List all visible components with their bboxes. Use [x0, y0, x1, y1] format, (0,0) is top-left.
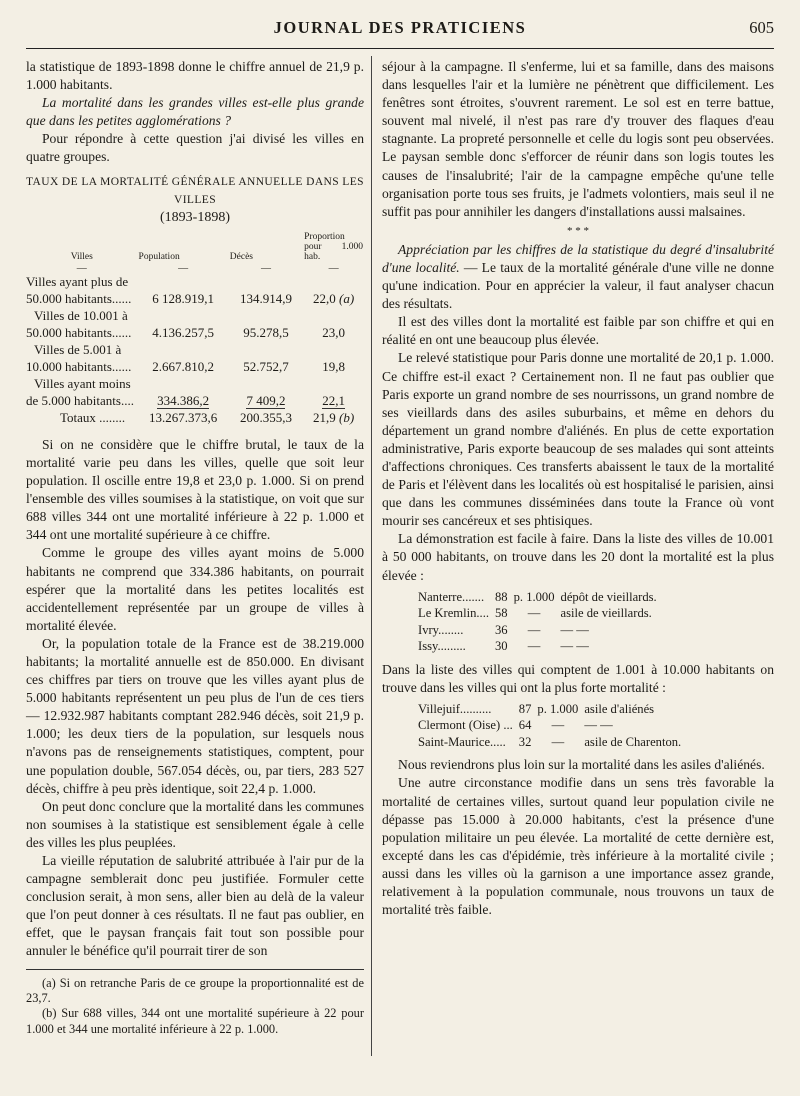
section-paragraph: Appréciation par les chiffres de la statistique du degré d'insalubrité d'une localité. — Le taux de la mortalité générale d'une ville ne donne qu'une indication. Pour en apprécier la valeur, il faut analyser chacun des résultats. — [382, 241, 774, 312]
table-total-row: Totaux ........ 13.267.373,6 200.355,3 21,9 (b) — [60, 409, 355, 425]
paragraph: On peut donc conclure que la mortalité dans les communes non soumises à la statistique est sensiblement égale à celle des villes les plus peuplées. — [26, 798, 364, 850]
table-row: Villes ayant plus de — [26, 273, 129, 289]
asylum-list-2 — [418, 701, 687, 751]
footnotes — [26, 976, 364, 1038]
mortality-table — [26, 231, 364, 426]
paragraph: Nous reviendrons plus loin sur la mortalité dans les asiles d'aliénés. — [398, 757, 765, 773]
list-item: Le Kremlin.... 58 — asile de vieillards. — [418, 606, 652, 621]
page-number: 605 — [749, 18, 774, 37]
column-header: Proportion pour 1.000 hab. — [304, 231, 363, 262]
paragraph: Or, la population totale de la France est de 38.219.000 habitants; la mortalité annuelle est de 850.000. En divisant ces chiffres par tiers on trouve que les villes ayant plus de 5.000 habitants représentent un peu plus de l'un de ces tiers — 12.932.987 habitants comptant 282.946 décès, soit 21,9 p. 1.000; les deux tiers de la population, sur lesquels nous n'avons pas de renseignements statistiques, comptent, pour une population double, 567.054 décès, ou, par tiers, 283 527 décès, chiffre à peu près identique, soit 22,4 p. 1.000. — [26, 635, 364, 796]
right-column — [382, 58, 774, 919]
paragraph: Il est des villes dont la mortalité est faible par son chiffre et qui en réalité en ont une beaucoup plus élevée. — [382, 314, 774, 348]
table-title: TAUX DE LA MORTALITÉ GÉNÉRALE ANNUELLE DANS LES VILLES — [26, 175, 364, 206]
list-item: Villejuif.......... 87 p. 1.000 asile d'aliénés — [418, 701, 655, 716]
page-header — [26, 18, 774, 44]
paragraph: Si on ne considère que le chiffre brutal, le taux de la mortalité varie peu dans les villes, quelle que soit leur population. Il oscille entre 19,8 et 23,0 p. 1.000. Si on prend l'ensemble des villes soumises à la statistique, on voit que sur 688 villes 344 ont une mortalité inférieure à 22 p. 1.000 et 344 ont une mortalité supérieure à ce chiffre. — [26, 436, 364, 543]
table-row: Villes de 5.001 à — [34, 341, 122, 357]
list-item: Issy......... 30 — — — — [418, 639, 589, 654]
dash-row: — — — — — [76, 262, 339, 274]
list-item: Clermont (Oise) ... 64 — — — — [418, 718, 613, 733]
column-header: Décès — [229, 251, 253, 262]
column-header: Villes — [70, 251, 93, 262]
footnote-ref: (a) — [338, 290, 355, 306]
paragraph: Comme le groupe des villes ayant moins de 5.000 habitants ne comprend que 334.386 habitants, on pourrait espérer que la mortalité dans les petites localités est accidentellement représentée par un groupe de villes à mortalité élevée. — [26, 545, 364, 633]
column-header: Population — [138, 251, 180, 262]
paragraph: Dans la liste des villes qui comptent de 1.001 à 10.000 habitants on trouve dans les villes qui ont la plus forte mortalité : — [382, 661, 774, 695]
section-heading: Appréciation par les chiffres de la statistique du degré d'insalubrité d'une localité. — [382, 241, 774, 275]
paragraph: La démonstration est facile à faire. Dans la liste des villes de 10.001 à 50 000 habitants, on trouve dans les 20 dont la mortalité est la plus élevée : — [382, 531, 774, 583]
left-column — [26, 58, 364, 1037]
footnote-b: (b) Sur 688 villes, 344 ont une mortalité supérieure à 22 pour 1.000 et 344 une mortalité inférieure à 22 p. 1.000. — [26, 1006, 364, 1036]
paragraph: séjour à la campagne. Il s'enferme, lui et sa famille, dans des maisons dans lesquelles l'air et la lumière ne pénètrent que difficilement. Les fenêtres sont étroites, s'ouvrent rarement. Le sol est en terre battue, souvent mal nivelé, il n'est pas rare d'y trouver des flaques d'eau stagnante. La propreté personnelle et celle du logis sont peu observées. Le paysan semble donc s'efforcer de réunir dans son logis toutes les causes de l'insalubrité; l'air de la campagne empêche qu'une telle organisation porte tous ses fruits, je l'admets volontiers, mais seul il ne suffit pas pour annihiler les dangers d'installations aussi malsaines. — [382, 59, 774, 219]
paragraph: La vieille réputation de salubrité attribuée à l'air pur de la campagne semblerait donc peu justifiée. Formuler cette conclusion serait, à mon sens, aller bien au delà de la valeur que l'on peut donner à ces résultats. Il ne faut pas oublier, en effet, que le paysan français fait tout son possible pour annuler le bénéfice qu'il pourrait tirer de son — [26, 853, 364, 959]
table-header-row — [26, 231, 364, 264]
footnote-separator — [26, 969, 364, 970]
paragraph: la statistique de 1893-1898 donne le chiffre annuel de 21,9 p. 1.000 habitants. — [26, 59, 364, 93]
question-paragraph: La mortalité dans les grandes villes est-elle plus grande que dans les petites agglomérations ? — [26, 95, 364, 129]
paragraph: Le relevé statistique pour Paris donne une mortalité de 20,1 p. 1.000. Ce chiffre est-il exact ? Certainement non. Il ne faut pas oublier que Paris exporte un grand nombre de ses nourrissons, un grand nombre de ses vieillards dans des asiles suburbains, et même en dehors du département un grand nombre d'aliénés. En plus de cette exportation administrative, Paris exporte beaucoup de ses malades qui sont atteints d'affections chroniques. Ces transferts abaissent le taux de la mortalité de Paris et l'élèvent dans les localités où est hospitalisé le parisien, ainsi que dans les communes disséminées dans toute la France où vont mourir ses cancéreux et ses phtisiques. — [382, 350, 774, 529]
list-item: Ivry........ 36 — — — — [418, 622, 589, 637]
table-years: (1893-1898) — [160, 209, 230, 225]
table-row: de 5.000 habitants.... 334.386,2 7 409,2 22,1 — [26, 392, 345, 408]
table-row: 50.000 habitants...... 4.136.257,5 95.278,5 23,0 — [26, 324, 345, 340]
list-item: Nanterre....... 88 p. 1.000 dépôt de vieillards. — [418, 589, 657, 604]
column-divider — [371, 56, 372, 1056]
table-row: 10.000 habitants...... 2.667.810,2 52.752,7 19,8 — [26, 358, 345, 374]
table-row: Villes de 10.001 à — [34, 307, 128, 323]
table-row: 50.000 habitants...... 6 128.919,1 134.914,9 22,0 (a) — [26, 290, 355, 306]
table-row: Villes ayant moins — [34, 375, 131, 391]
list-item: Saint-Maurice..... 32 — asile de Charenton. — [418, 734, 682, 749]
footnote-a: (a) Si on retranche Paris de ce groupe la proportionnalité est de 23,7. — [26, 975, 364, 1005]
journal-title: JOURNAL DES PRATICIENS — [273, 18, 527, 37]
footnote-ref: (b) — [338, 409, 355, 425]
paragraph: Pour répondre à cette question j'ai divisé les villes en quatre groupes. — [26, 131, 364, 165]
paragraph: Une autre circonstance modifie dans un sens très favorable la mortalité de certaines villes, surtout quand leur population civile ne dépasse pas 15.000 à 20.000 habitants, c'est la présence d'une population militaire un peu élevée. La mortalité de cette dernière est, excepté dans les cas d'épidémie, très inférieure à la mortalité civile ; aussi dans les villes où la garnison a une importance assez grande, relativement à la population communale, nous trouvons un taux de mortalité très faible. — [382, 775, 774, 918]
header-rule — [26, 48, 774, 49]
asylum-list-1 — [418, 589, 663, 655]
section-asterism: * * * — [567, 224, 589, 237]
